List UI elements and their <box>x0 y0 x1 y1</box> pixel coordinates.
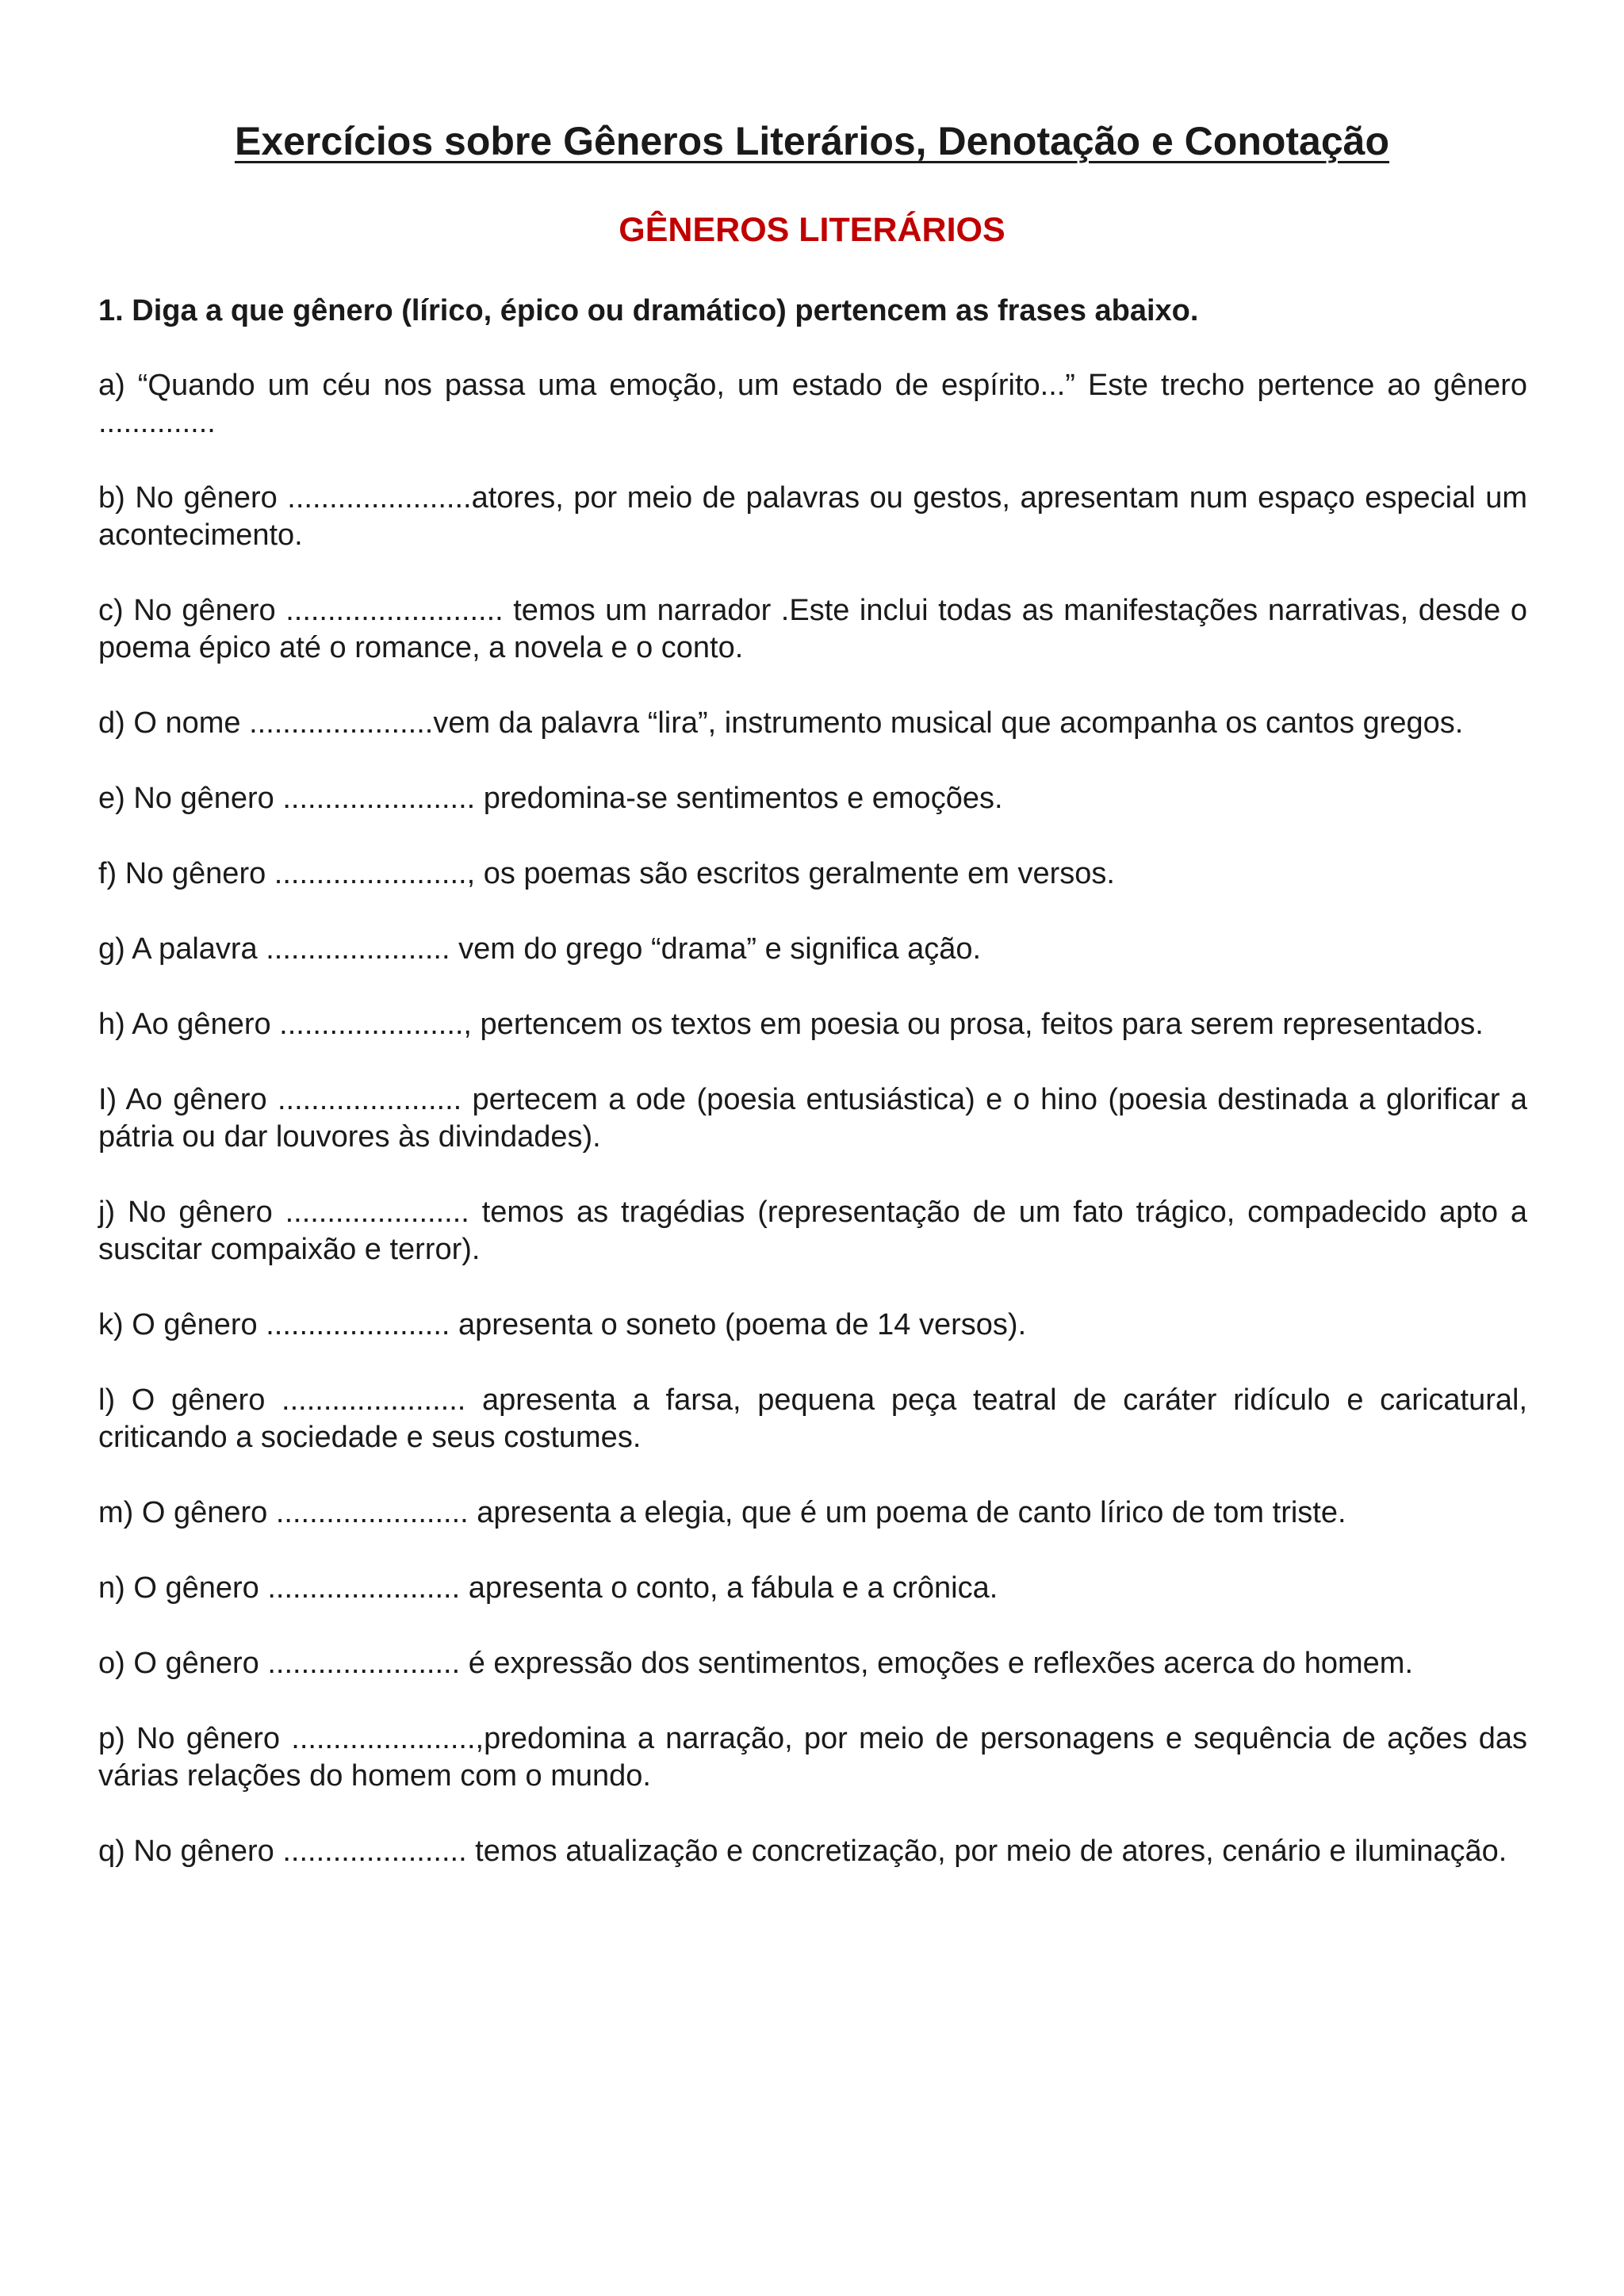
exercise-item-i: I) Ao gênero ...................... pertecem a ode (poesia entusiástica) e o hino (poesia destinada a glorificar a pátria ou dar louvores às divindades). <box>98 1083 1527 1154</box>
exercise-item-d: d) O nome ......................vem da palavra “lira”, instrumento musical que acompanha os cantos gregos. <box>98 706 1464 740</box>
exercise-item-l: l) O gênero ...................... apresenta a farsa, pequena peça teatral de caráter ridículo e caricatural, criticando a sociedade e seus costumes. <box>98 1383 1527 1454</box>
page-title: Exercícios sobre Gêneros Literários, Denotação e Conotação <box>234 119 1390 163</box>
exercise-item-m: m) O gênero ....................... apresenta a elegia, que é um poema de canto lírico de tom triste. <box>98 1496 1346 1529</box>
exercise-item-g: g) A palavra ...................... vem do grego “drama” e significa ação. <box>98 932 982 966</box>
exercise-item-b: b) No gênero ......................atores, por meio de palavras ou gestos, apresentam num espaço especial um acontecimento. <box>98 481 1527 552</box>
exercise-item-p: p) No gênero ......................,predomina a narração, por meio de personagens e sequência de ações das várias relações do homem com o mundo. <box>98 1722 1527 1793</box>
exercise-item-k: k) O gênero ...................... apresenta o soneto (poema de 14 versos). <box>98 1308 1027 1341</box>
exercise-item-n: n) O gênero ....................... apresenta o conto, a fábula e a crônica. <box>98 1571 998 1605</box>
exercise-item-e: e) No gênero ....................... predomina-se sentimentos e emoções. <box>98 782 1003 815</box>
exercise-item-c: c) No gênero .......................... temos um narrador .Este inclui todas as manifestações narrativas, desde o poema épico até o romance, a novela e o conto. <box>98 594 1527 664</box>
exercise-item-q: q) No gênero ...................... temos atualização e concretização, por meio de atores, cenário e iluminação. <box>98 1835 1507 1868</box>
section-title: GÊNEROS LITERÁRIOS <box>619 211 1005 249</box>
exercise-item-f: f) No gênero ......................., os poemas são escritos geralmente em versos. <box>98 857 1115 890</box>
exercise-item-j: j) No gênero ...................... temos as tragédias (representação de um fato trágico, compadecido apto a suscitar compaixão e terror). <box>98 1196 1527 1266</box>
exercise-item-a: a) “Quando um céu nos passa uma emoção, um estado de espírito...” Este trecho pertence ao gênero .............. <box>98 369 1527 439</box>
exercise-list <box>98 367 1527 1908</box>
exercise-item-h: h) Ao gênero ......................, pertencem os textos em poesia ou prosa, feitos para serem representados. <box>98 1008 1484 1041</box>
question-prompt: 1. Diga a que gênero (lírico, épico ou dramático) pertencem as frases abaixo. <box>98 294 1199 327</box>
exercise-item-o: o) O gênero ....................... é expressão dos sentimentos, emoções e reflexões acerca do homem. <box>98 1647 1414 1680</box>
